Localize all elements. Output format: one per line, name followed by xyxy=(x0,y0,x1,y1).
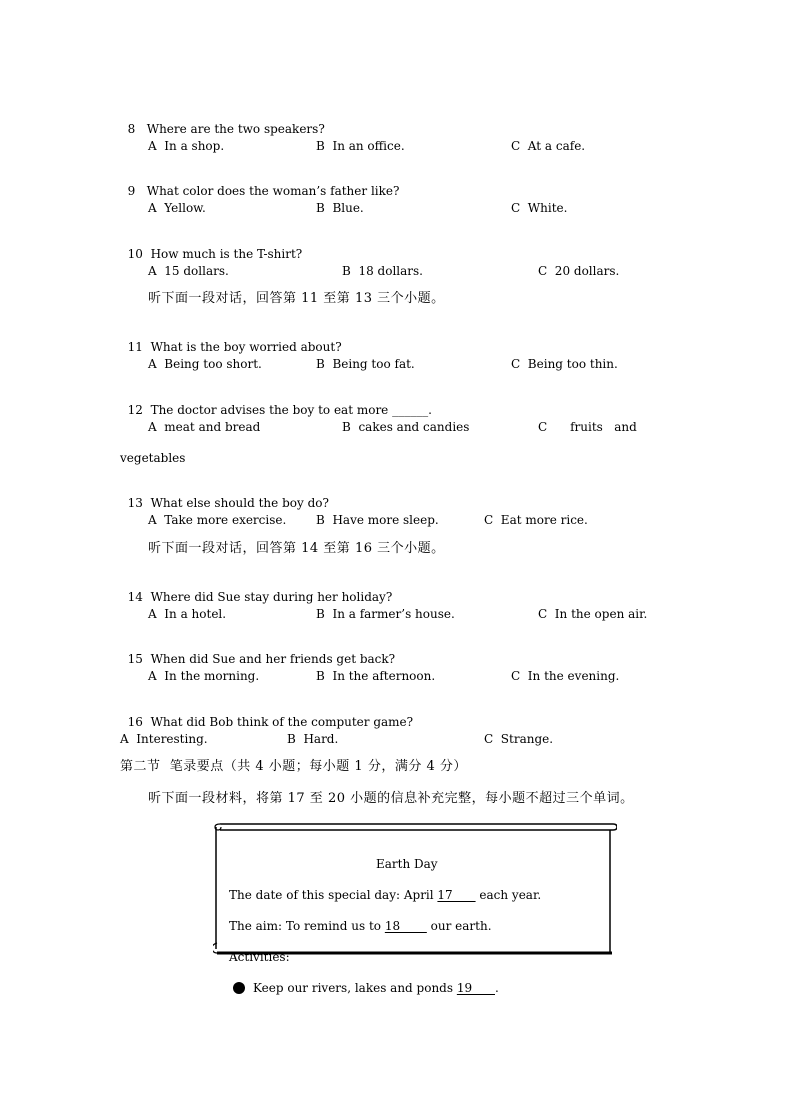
instruction-14-16: 听下面一段对话，回答第 14 至第 16 三个小题。 xyxy=(148,541,445,556)
question-16 xyxy=(120,701,413,729)
question-number: 10 xyxy=(127,247,143,261)
question-text: When did Sue and her friends get back? xyxy=(150,652,396,666)
question-number: 9 xyxy=(127,184,136,198)
option-a: A Being too short. xyxy=(148,357,262,371)
question-number: 12 xyxy=(127,403,143,417)
option-c: C White. xyxy=(511,201,568,215)
option-c: C Eat more rice. xyxy=(484,513,588,527)
option-c: C Strange. xyxy=(484,732,554,746)
question-number: 16 xyxy=(127,715,143,729)
question-number: 11 xyxy=(127,340,143,354)
notes-text: each year. xyxy=(475,888,542,902)
option-a: A Interesting. xyxy=(120,732,208,746)
question-text: What is the boy worried about? xyxy=(150,340,342,354)
option-c: C In the evening. xyxy=(511,669,620,683)
activities-label: Activities: xyxy=(229,950,290,964)
option-b: B Blue. xyxy=(316,201,364,215)
option-b: B In a farmer’s house. xyxy=(316,607,455,621)
instruction-11-13: 听下面一段对话，回答第 11 至第 13 三个小题。 xyxy=(148,291,445,306)
notes-text: our earth. xyxy=(426,919,492,933)
question-9 xyxy=(120,170,399,198)
question-text: Where are the two speakers? xyxy=(146,122,325,136)
option-b: B 18 dollars. xyxy=(342,264,423,278)
question-text: Where did Sue stay during her holiday? xyxy=(150,590,393,604)
question-text: What did Bob think of the computer game? xyxy=(150,715,414,729)
blank-17: 17 xyxy=(437,888,476,902)
option-c: C fruits and xyxy=(538,420,637,434)
option-b: B Being too fat. xyxy=(316,357,415,371)
option-b: B In the afternoon. xyxy=(316,669,436,683)
question-number: 15 xyxy=(127,652,143,666)
question-number: 13 xyxy=(127,496,143,510)
question-8 xyxy=(120,108,325,136)
notes-text: . xyxy=(495,981,499,995)
notes-line-19 xyxy=(253,981,499,995)
option-a: A In a hotel. xyxy=(148,607,227,621)
option-a: A In the morning. xyxy=(148,669,260,683)
question-text: The doctor advises the boy to eat more ______. xyxy=(150,403,432,417)
notes-line-17 xyxy=(229,888,541,902)
section-2-instruction: 听下面一段材料，将第 17 至 20 小题的信息补充完整，每小题不超过三个单词。 xyxy=(148,791,634,806)
option-c: C Being too thin. xyxy=(511,357,618,371)
option-a: A Take more exercise. xyxy=(148,513,287,527)
option-c: C 20 dollars. xyxy=(538,264,620,278)
option-a: A Yellow. xyxy=(148,201,206,215)
option-b: B In an office. xyxy=(316,139,405,153)
question-text: What color does the woman’s father like? xyxy=(146,184,400,198)
blank-19: 19 xyxy=(456,981,495,995)
question-12 xyxy=(120,389,432,417)
notes-text: Keep our rivers, lakes and ponds xyxy=(253,981,457,995)
notes-text: The date of this special day: April xyxy=(229,888,438,902)
blank-18: 18 xyxy=(384,919,427,933)
question-10 xyxy=(120,233,302,261)
question-14 xyxy=(120,576,392,604)
question-15 xyxy=(120,638,395,666)
question-number: 14 xyxy=(127,590,143,604)
option-c-wrap: vegetables xyxy=(120,451,186,465)
option-a: A 15 dollars. xyxy=(148,264,229,278)
notes-text: The aim: To remind us to xyxy=(229,919,385,933)
option-b: B cakes and candies xyxy=(342,420,470,434)
question-11 xyxy=(120,326,342,354)
question-13 xyxy=(120,482,329,510)
option-c: C At a cafe. xyxy=(511,139,586,153)
option-b: B Hard. xyxy=(287,732,339,746)
section-2-title: 第二节 笔录要点（共 4 小题；每小题 1 分，满分 4 分） xyxy=(120,759,467,774)
option-c: C In the open air. xyxy=(538,607,648,621)
option-b: B Have more sleep. xyxy=(316,513,439,527)
notes-line-18 xyxy=(229,919,492,933)
option-a: A In a shop. xyxy=(148,139,225,153)
notes-title: Earth Day xyxy=(376,857,438,871)
question-text: How much is the T-shirt? xyxy=(150,247,303,261)
question-number: 8 xyxy=(127,122,136,136)
option-a: A meat and bread xyxy=(148,420,261,434)
question-text: What else should the boy do? xyxy=(150,496,329,510)
bullet-icon xyxy=(233,982,245,994)
